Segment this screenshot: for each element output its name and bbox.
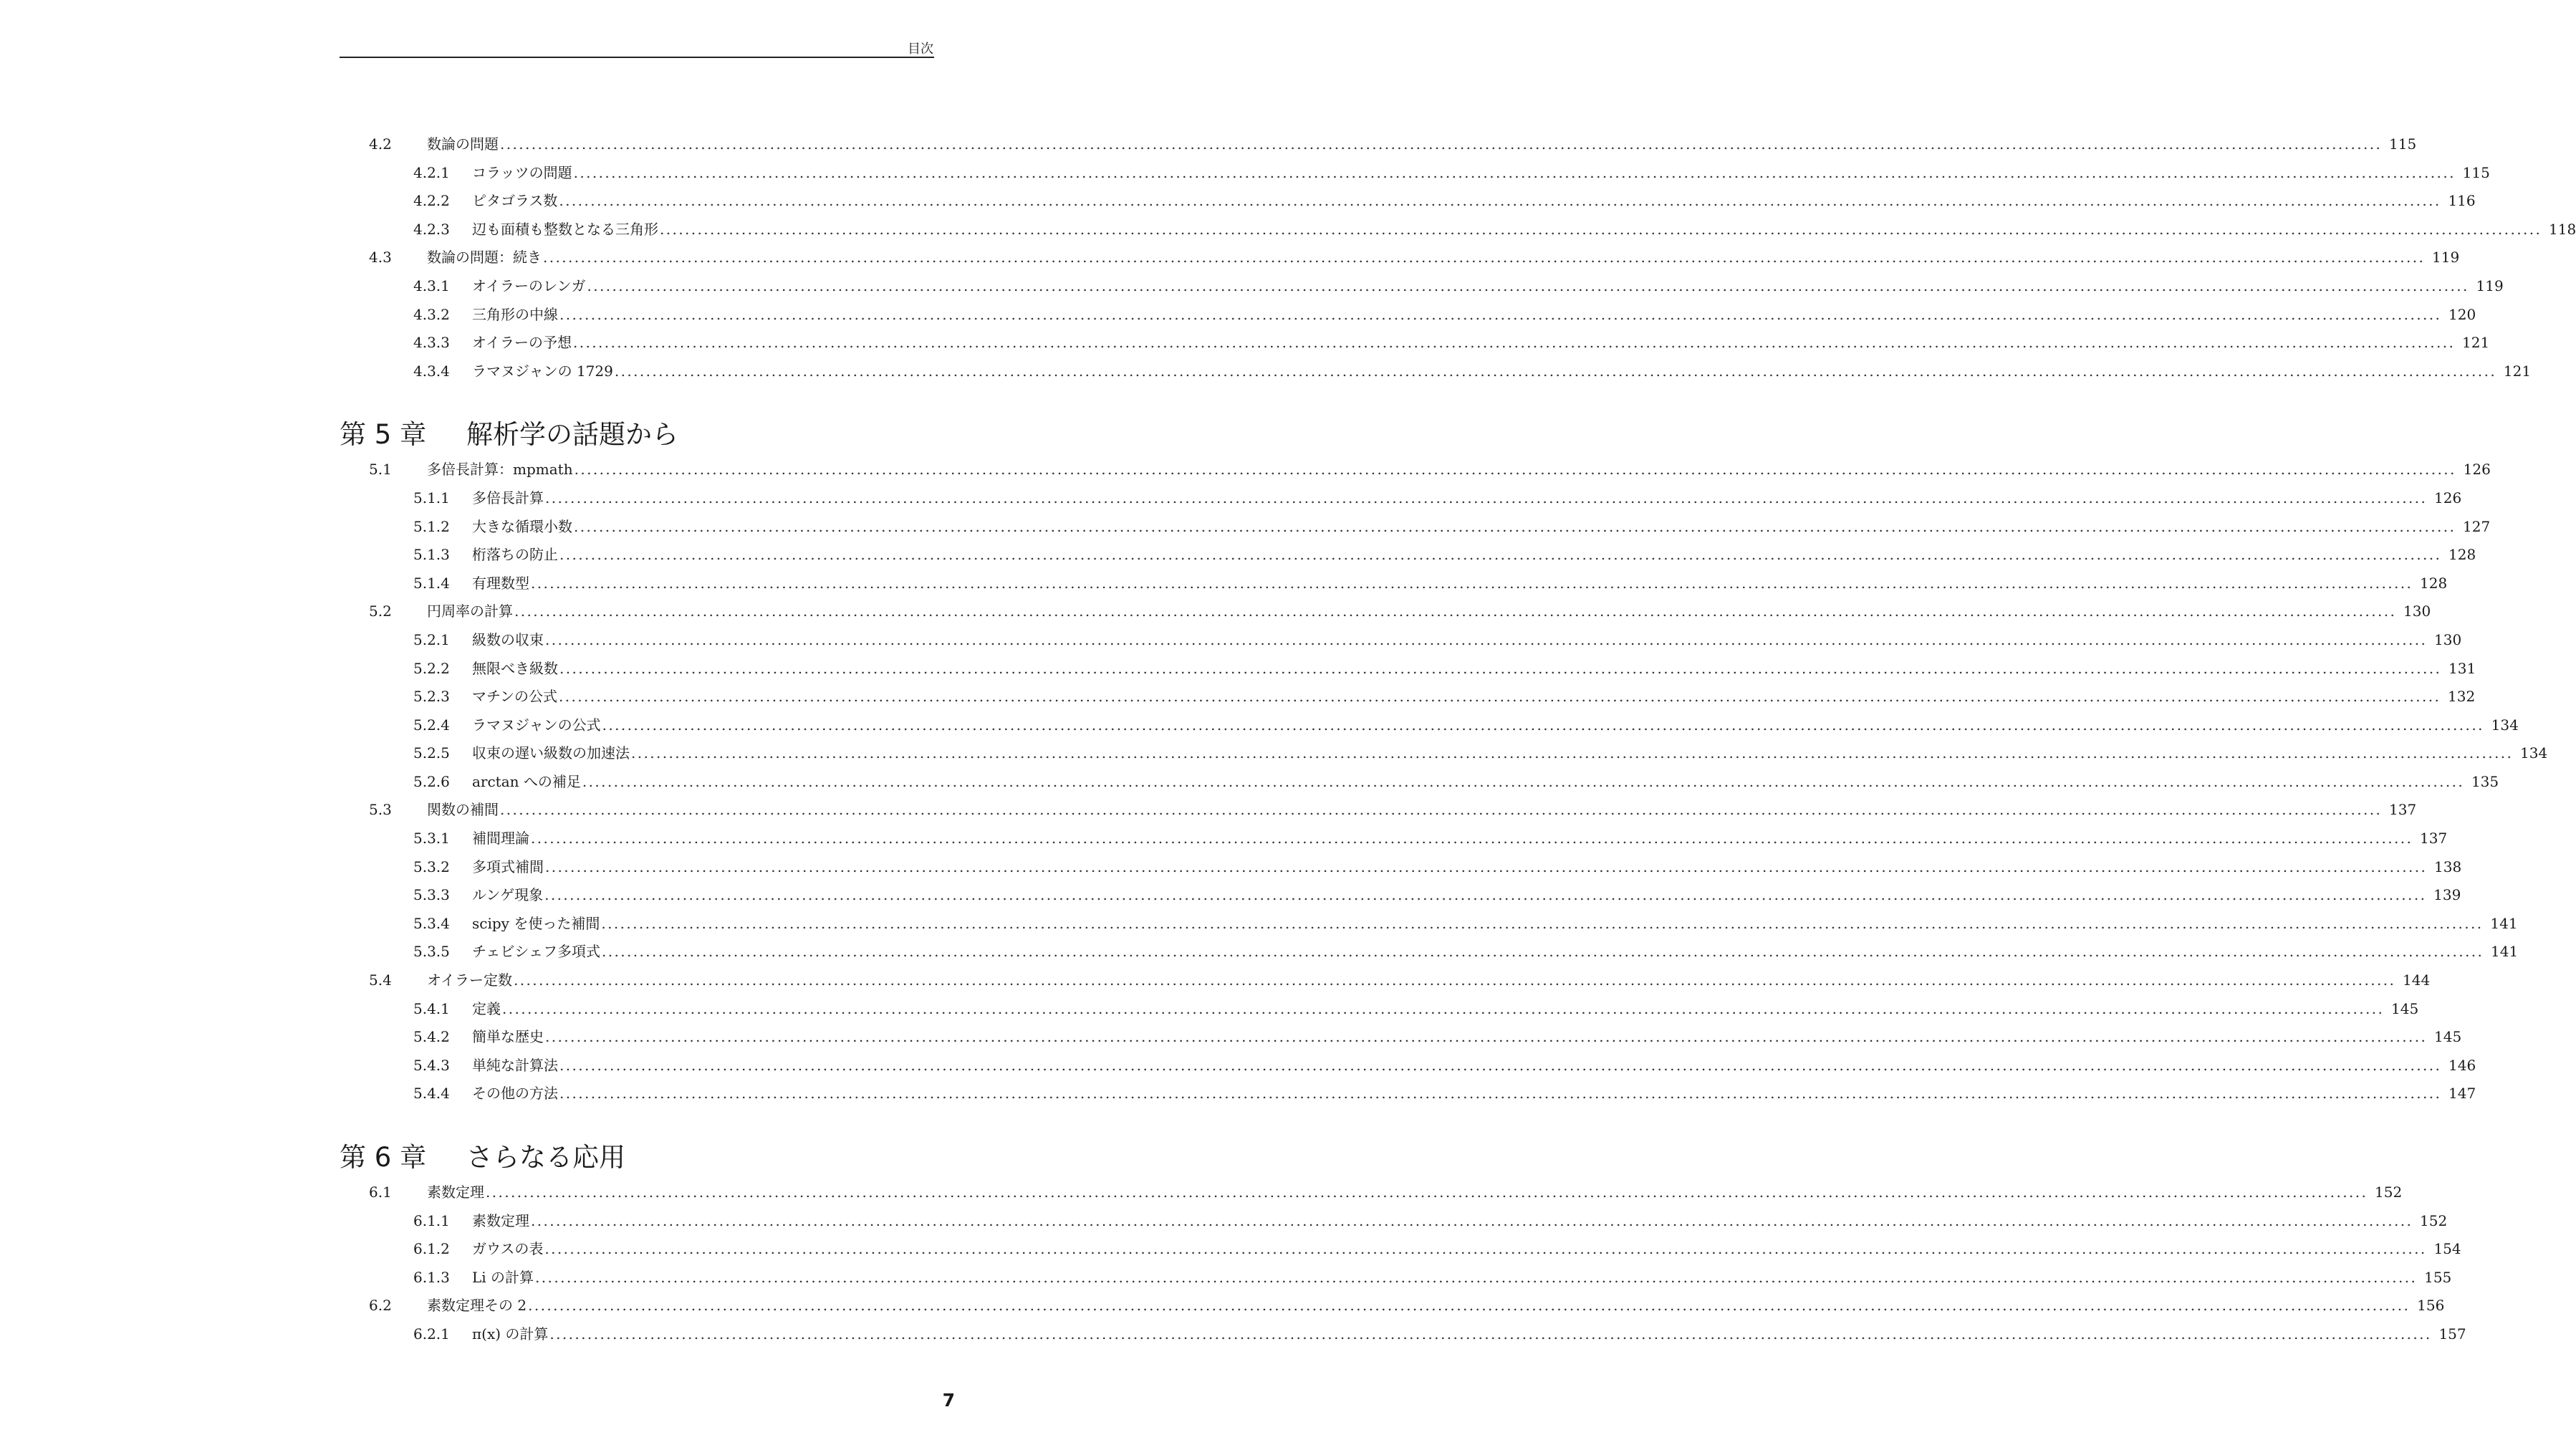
entry-number: 6.2	[369, 1297, 392, 1315]
toc-section-entry[interactable]	[340, 796, 2417, 825]
toc-subsection-entry[interactable]	[340, 626, 2462, 655]
entry-number: 5.4.2	[413, 1028, 450, 1046]
toc-subsection-entry[interactable]	[340, 739, 2548, 768]
entry-number: 4.2.1	[413, 163, 450, 181]
chapter-gap	[340, 1108, 934, 1137]
toc-section-entry[interactable]	[340, 1292, 2445, 1320]
entry-page-number: 135	[2471, 772, 2499, 790]
entry-body	[472, 1080, 2476, 1108]
entry-body	[472, 541, 2476, 570]
toc-subsection-entry[interactable]	[340, 484, 2462, 513]
entry-number: 4.3.4	[413, 362, 450, 380]
entry-number: 5.4.3	[413, 1056, 450, 1074]
toc-subsection-entry[interactable]	[340, 768, 2499, 797]
toc-subsection-entry[interactable]	[340, 541, 2476, 570]
toc-section-entry[interactable]	[340, 966, 2431, 995]
entry-body	[427, 796, 2417, 825]
entry-title: マチンの公式	[472, 688, 557, 706]
entry-body	[472, 329, 2490, 357]
dot-leader: ............................................................................................................................................................................................................................................................................................................	[573, 334, 2456, 352]
dot-leader: ............................................................................................................................................................................................................................................................................................................	[514, 971, 2396, 989]
entry-number: 5.4.4	[413, 1085, 450, 1103]
toc-subsection-entry[interactable]	[340, 1023, 2462, 1052]
entry-title: オイラーのレンガ	[472, 277, 586, 294]
entry-title: Li の計算	[472, 1268, 534, 1286]
entry-title: 有理数型	[472, 574, 529, 592]
dot-leader: ............................................................................................................................................................................................................................................................................................................	[544, 886, 2427, 904]
toc-subsection-entry[interactable]	[340, 881, 2461, 910]
entry-title: ルンゲ現象	[472, 886, 544, 904]
dot-leader: ............................................................................................................................................................................................................................................................................................................	[614, 362, 2497, 380]
entry-page-number: 128	[2448, 546, 2476, 564]
entry-title: ガウスの表	[472, 1240, 544, 1258]
entry-page-number: 137	[2420, 830, 2448, 848]
toc-subsection-entry[interactable]	[340, 711, 2519, 740]
entry-number: 5.2.5	[413, 744, 450, 762]
entry-body	[427, 456, 2491, 484]
entry-number: 5.2.1	[413, 630, 450, 648]
toc-section-entry[interactable]	[340, 456, 2491, 484]
entry-page-number: 134	[2491, 716, 2519, 734]
toc-subsection-entry[interactable]	[340, 187, 2476, 216]
toc-subsection-entry[interactable]	[340, 1235, 2461, 1264]
entry-body	[472, 881, 2461, 910]
entry-body	[472, 159, 2490, 188]
dot-leader: ............................................................................................................................................................................................................................................................................................................	[500, 801, 2383, 819]
toc-subsection-entry[interactable]	[340, 1080, 2476, 1108]
entry-number: 5.2.3	[413, 688, 450, 706]
entry-page-number: 137	[2389, 801, 2417, 819]
entry-number: 4.3	[369, 249, 392, 267]
entry-title: 関数の補間	[427, 801, 499, 819]
toc-subsection-entry[interactable]	[340, 1320, 2466, 1349]
dot-leader: ............................................................................................................................................................................................................................................................................................................	[535, 1268, 2418, 1286]
entry-body	[427, 244, 2460, 272]
entry-body	[472, 1052, 2476, 1080]
entry-page-number: 144	[2403, 971, 2431, 989]
toc-subsection-entry[interactable]	[340, 301, 2476, 330]
entry-title: 簡単な歴史	[472, 1028, 544, 1046]
dot-leader: ............................................................................................................................................................................................................................................................................................................	[574, 517, 2456, 535]
entry-title: π(x) の計算	[472, 1325, 549, 1343]
entry-page-number: 145	[2434, 1028, 2462, 1046]
chapter-heading[interactable]	[340, 414, 934, 456]
entry-page-number: 156	[2417, 1297, 2445, 1315]
entry-title: 数論の問題：続き	[427, 249, 542, 267]
entry-title: 素数定理	[472, 1211, 529, 1229]
entry-title: 単純な計算法	[472, 1056, 558, 1074]
entry-title: ラマヌジャンの公式	[472, 716, 601, 734]
entry-body	[472, 570, 2448, 598]
entry-body	[472, 187, 2476, 216]
toc-subsection-entry[interactable]	[340, 357, 2532, 386]
chapter-heading[interactable]	[340, 1137, 934, 1178]
entry-body	[472, 711, 2519, 740]
entry-title: 大きな循環小数	[472, 517, 572, 535]
dot-leader: ............................................................................................................................................................................................................................................................................................................	[582, 772, 2465, 790]
entry-body	[472, 739, 2548, 768]
entry-number: 5.3.4	[413, 914, 450, 932]
entry-number: 5.3.3	[413, 886, 450, 904]
entry-body	[427, 130, 2417, 159]
entry-number: 5.2.2	[413, 659, 450, 677]
entry-body	[427, 966, 2431, 995]
entry-body	[472, 357, 2532, 386]
toc-subsection-entry[interactable]	[340, 655, 2476, 683]
entry-title: コラッツの問題	[472, 163, 572, 181]
dot-leader: ............................................................................................................................................................................................................................................................................................................	[531, 1211, 2413, 1229]
dot-leader: ............................................................................................................................................................................................................................................................................................................	[544, 1240, 2427, 1258]
dot-leader: ............................................................................................................................................................................................................................................................................................................	[543, 249, 2426, 267]
toc-subsection-entry[interactable]	[340, 1052, 2476, 1080]
dot-leader: ............................................................................................................................................................................................................................................................................................................	[502, 999, 2385, 1017]
dot-leader: ............................................................................................................................................................................................................................................................................................................	[602, 943, 2484, 961]
entry-page-number: 126	[2434, 489, 2462, 506]
entry-body	[472, 301, 2476, 330]
entry-page-number: 121	[2503, 362, 2532, 380]
dot-leader: ............................................................................................................................................................................................................................................................................................................	[559, 1085, 2442, 1103]
entry-number: 5.3.5	[413, 943, 450, 961]
entry-body	[472, 655, 2476, 683]
entry-page-number: 139	[2433, 886, 2461, 904]
entry-page-number: 130	[2403, 602, 2431, 620]
toc-subsection-entry[interactable]	[340, 159, 2490, 188]
entry-number: 5.4	[369, 971, 392, 989]
entry-body	[472, 910, 2518, 938]
entry-page-number: 116	[2448, 192, 2476, 210]
toc-subsection-entry[interactable]	[340, 1207, 2448, 1236]
chapter-label: 第 5 章	[340, 419, 427, 451]
entry-number: 5.3.2	[413, 858, 450, 875]
dot-leader: ............................................................................................................................................................................................................................................................................................................	[660, 220, 2542, 238]
dot-leader: ............................................................................................................................................................................................................................................................................................................	[559, 192, 2441, 210]
entry-body	[472, 1207, 2448, 1236]
entry-title: scipy を使った補間	[472, 914, 600, 932]
entry-body	[472, 853, 2462, 882]
dot-leader: ............................................................................................................................................................................................................................................................................................................	[601, 914, 2484, 932]
entry-body	[472, 626, 2462, 655]
entry-page-number: 152	[2420, 1211, 2448, 1229]
entry-number: 6.1	[369, 1183, 392, 1201]
entry-number: 6.1.3	[413, 1268, 450, 1286]
entry-title: 定義	[472, 999, 501, 1017]
toc-subsection-entry[interactable]	[340, 995, 2419, 1024]
entry-page-number: 134	[2520, 744, 2548, 762]
entry-body	[472, 1320, 2466, 1349]
entry-title: 多倍長計算	[472, 489, 544, 506]
entry-number: 4.2.3	[413, 220, 450, 238]
toc-subsection-entry[interactable]	[340, 513, 2491, 542]
dot-leader: ............................................................................................................................................................................................................................................................................................................	[559, 659, 2442, 677]
dot-leader: ............................................................................................................................................................................................................................................................................................................	[545, 1028, 2428, 1046]
entry-title: オイラーの予想	[472, 334, 572, 352]
dot-leader: ............................................................................................................................................................................................................................................................................................................	[602, 716, 2484, 734]
entry-title: 辺も面積も整数となる三角形	[472, 220, 658, 238]
chapter-title: さらなる応用	[466, 1142, 625, 1173]
entry-title: 無限べき級数	[472, 659, 558, 677]
entry-page-number: 152	[2375, 1183, 2403, 1201]
entry-number: 5.4.1	[413, 999, 450, 1017]
entry-title: 素数定理その 2	[427, 1297, 527, 1315]
entry-page-number: 121	[2462, 334, 2490, 352]
dot-leader: ............................................................................................................................................................................................................................................................................................................	[574, 461, 2456, 479]
entry-number: 5.2.6	[413, 772, 450, 790]
dot-leader: ............................................................................................................................................................................................................................................................................................................	[559, 305, 2442, 323]
toc-subsection-entry[interactable]	[340, 216, 2576, 244]
dot-leader: ............................................................................................................................................................................................................................................................................................................	[559, 688, 2441, 706]
chapter-label: 第 6 章	[340, 1142, 427, 1173]
entry-number: 4.2.2	[413, 192, 450, 210]
toc-subsection-entry[interactable]	[340, 272, 2504, 301]
chapter-gap	[340, 385, 934, 414]
toc-subsection-entry[interactable]	[340, 1264, 2452, 1292]
entry-body	[472, 484, 2462, 513]
dot-leader: ............................................................................................................................................................................................................................................................................................................	[549, 1325, 2432, 1343]
entry-number: 4.3.3	[413, 334, 450, 352]
entry-number: 5.1.3	[413, 546, 450, 564]
entry-number: 5.2	[369, 602, 392, 620]
entry-title: 多倍長計算：mpmath	[427, 461, 573, 479]
entry-page-number: 155	[2424, 1268, 2452, 1286]
header-rule	[340, 57, 934, 58]
entry-page-number: 128	[2420, 574, 2448, 592]
dot-leader: ............................................................................................................................................................................................................................................................................................................	[486, 1183, 2368, 1201]
entry-number: 5.1.1	[413, 489, 450, 506]
entry-title: オイラー定数	[427, 971, 512, 989]
entry-page-number: 146	[2448, 1056, 2476, 1074]
dot-leader: ............................................................................................................................................................................................................................................................................................................	[587, 277, 2469, 294]
entry-body	[472, 938, 2519, 966]
entry-number: 5.2.4	[413, 716, 450, 734]
entry-body	[472, 995, 2419, 1024]
dot-leader: ............................................................................................................................................................................................................................................................................................................	[545, 489, 2428, 506]
entry-body	[472, 1023, 2462, 1052]
entry-number: 5.3.1	[413, 830, 450, 848]
entry-body	[472, 683, 2476, 711]
toc-subsection-entry[interactable]	[340, 938, 2519, 966]
entry-page-number: 130	[2434, 630, 2462, 648]
entry-page-number: 118	[2549, 220, 2576, 238]
entry-page-number: 131	[2448, 659, 2476, 677]
entry-title: ラマヌジャンの 1729	[472, 362, 613, 380]
entry-page-number: 141	[2490, 914, 2518, 932]
dot-leader: ............................................................................................................................................................................................................................................................................................................	[545, 630, 2428, 648]
entry-number: 5.3	[369, 801, 392, 819]
entry-body	[472, 513, 2491, 542]
table-of-contents	[340, 130, 2576, 1349]
entry-number: 6.1.2	[413, 1240, 450, 1258]
toc-subsection-entry[interactable]	[340, 853, 2462, 882]
dot-leader: ............................................................................................................................................................................................................................................................................................................	[500, 135, 2383, 153]
entry-page-number: 147	[2448, 1085, 2476, 1103]
entry-page-number: 132	[2448, 688, 2476, 706]
entry-title: チェビシェフ多項式	[472, 943, 600, 961]
toc-section-entry[interactable]	[340, 597, 2431, 626]
entry-title: 桁落ちの防止	[472, 546, 558, 564]
entry-title: 級数の収束	[472, 630, 544, 648]
entry-title: その他の方法	[472, 1085, 558, 1103]
dot-leader: ............................................................................................................................................................................................................................................................................................................	[545, 858, 2428, 875]
entry-page-number: 115	[2389, 135, 2417, 153]
entry-title: 三角形の中線	[472, 305, 558, 323]
entry-number: 4.3.2	[413, 305, 450, 323]
entry-title: ピタゴラス数	[472, 192, 558, 210]
toc-section-entry[interactable]	[340, 1178, 2403, 1207]
entry-number: 5.1.2	[413, 517, 450, 535]
dot-leader: ............................................................................................................................................................................................................................................................................................................	[531, 830, 2413, 848]
entry-page-number: 115	[2462, 163, 2490, 181]
toc-section-entry[interactable]	[340, 244, 2460, 272]
toc-subsection-entry[interactable]	[340, 683, 2476, 711]
toc-subsection-entry[interactable]	[340, 910, 2518, 938]
entry-title: 円周率の計算	[427, 602, 513, 620]
running-header: 目次	[908, 42, 933, 57]
entry-page-number: 119	[2432, 249, 2460, 267]
entry-page-number: 127	[2463, 517, 2491, 535]
dot-leader: ............................................................................................................................................................................................................................................................................................................	[528, 1297, 2411, 1315]
entry-title: 補間理論	[472, 830, 529, 848]
entry-page-number: 145	[2391, 999, 2419, 1017]
entry-page-number: 141	[2491, 943, 2519, 961]
dot-leader: ............................................................................................................................................................................................................................................................................................................	[531, 574, 2413, 592]
entry-body	[472, 216, 2576, 244]
entry-page-number: 157	[2438, 1325, 2466, 1343]
entry-number: 5.1	[369, 461, 392, 479]
entry-body	[472, 1264, 2452, 1292]
chapter-title: 解析学の話題から	[466, 419, 678, 451]
dot-leader: ............................................................................................................................................................................................................................................................................................................	[631, 744, 2514, 762]
entry-body	[427, 597, 2431, 626]
page-number: 7	[942, 1390, 955, 1411]
dot-leader: ............................................................................................................................................................................................................................................................................................................	[573, 163, 2456, 181]
entry-body	[472, 825, 2448, 853]
entry-body	[472, 272, 2504, 301]
entry-title: 素数定理	[427, 1183, 484, 1201]
entry-number: 4.3.1	[413, 277, 450, 294]
entry-number: 5.1.4	[413, 574, 450, 592]
entry-body	[472, 1235, 2461, 1264]
entry-page-number: 138	[2434, 858, 2462, 875]
entry-title: 収束の遅い級数の加速法	[472, 744, 630, 762]
dot-leader: ............................................................................................................................................................................................................................................................................................................	[514, 602, 2397, 620]
toc-subsection-entry[interactable]	[340, 570, 2448, 598]
entry-body	[472, 768, 2499, 797]
entry-page-number: 154	[2433, 1240, 2461, 1258]
toc-section-entry[interactable]	[340, 130, 2417, 159]
entry-title: arctan への補足	[472, 772, 581, 790]
entry-body	[427, 1178, 2403, 1207]
toc-subsection-entry[interactable]	[340, 825, 2448, 853]
entry-number: 6.2.1	[413, 1325, 450, 1343]
entry-number: 6.1.1	[413, 1211, 450, 1229]
toc-subsection-entry[interactable]	[340, 329, 2490, 357]
entry-page-number: 119	[2476, 277, 2504, 294]
entry-body	[427, 1292, 2445, 1320]
entry-page-number: 126	[2463, 461, 2491, 479]
entry-number: 4.2	[369, 135, 392, 153]
dot-leader: ............................................................................................................................................................................................................................................................................................................	[559, 1056, 2442, 1074]
dot-leader: ............................................................................................................................................................................................................................................................................................................	[559, 546, 2442, 564]
entry-title: 数論の問題	[427, 135, 499, 153]
entry-title: 多項式補間	[472, 858, 544, 875]
entry-page-number: 120	[2448, 305, 2476, 323]
